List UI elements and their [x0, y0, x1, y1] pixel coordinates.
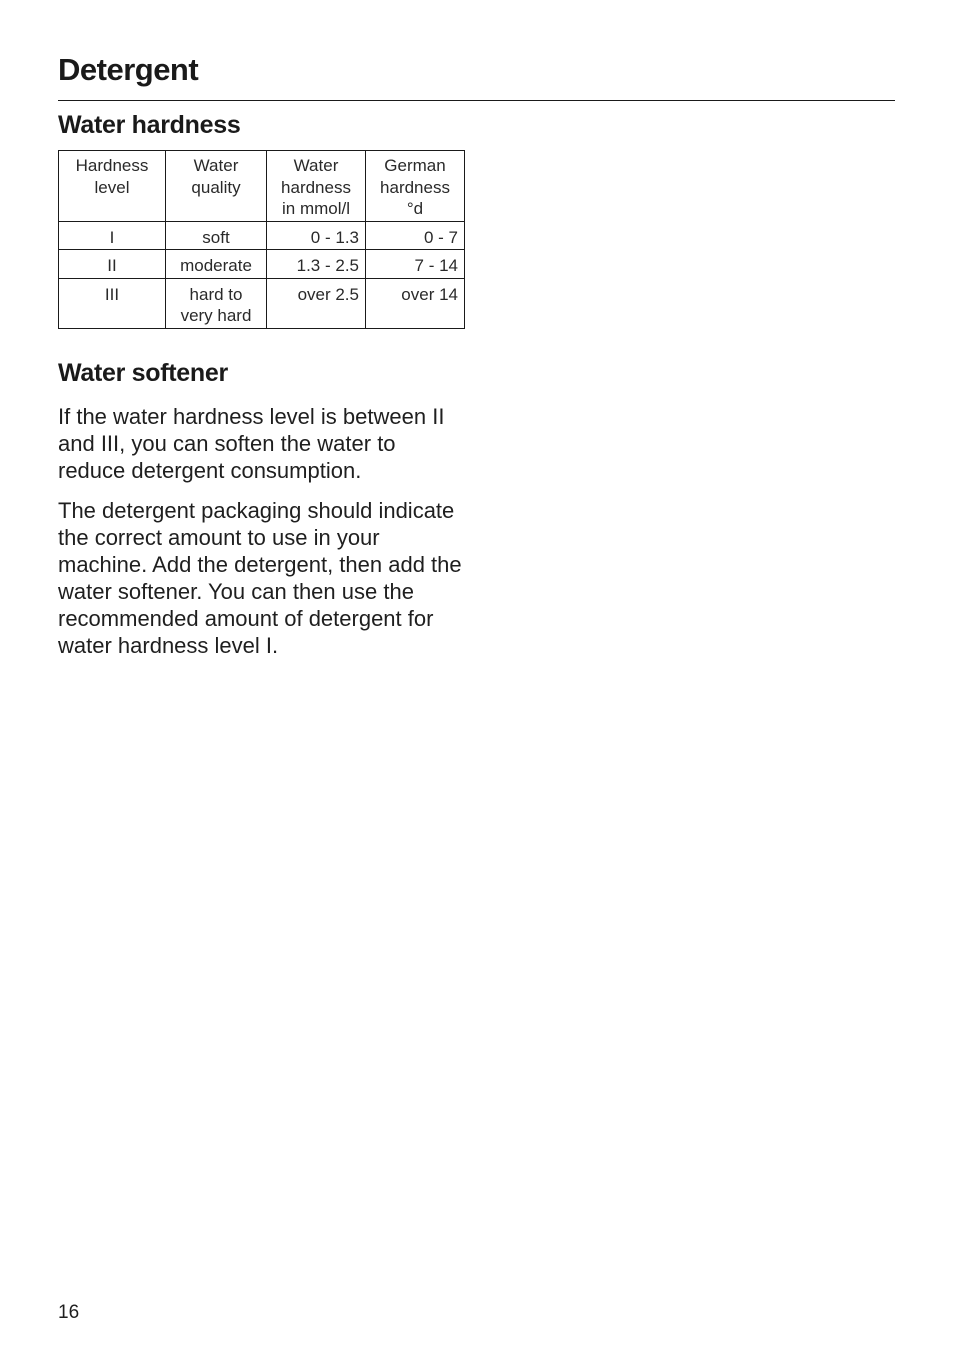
- page-title: Detergent: [58, 52, 199, 87]
- header-water-quality: [166, 151, 267, 222]
- cell-mmol: over 2.5: [267, 278, 366, 328]
- title-divider: [58, 100, 895, 101]
- header-line: hardness: [380, 177, 450, 197]
- table-row: [59, 278, 465, 328]
- page-number: 16: [58, 1302, 80, 1323]
- cell-mmol: 0 - 1.3: [267, 221, 366, 250]
- cell-german: 0 - 7: [366, 221, 465, 250]
- header-line: Water: [193, 156, 239, 175]
- cell-german: 7 - 14: [366, 250, 465, 279]
- section-heading-water-hardness: Water hardness: [58, 111, 241, 139]
- header-german-hardness: [366, 151, 465, 222]
- header-water-hardness-mmol: [267, 151, 366, 222]
- table-header-row: [59, 151, 465, 222]
- cell-mmol: 1.3 - 2.5: [267, 250, 366, 279]
- softener-paragraph-1: If the water hardness level is between II and III, you can soften the water to reduce detergent consumption.: [58, 404, 445, 483]
- cell-level: I: [59, 221, 166, 250]
- cell-level: II: [59, 250, 166, 279]
- header-line: quality: [191, 177, 241, 197]
- header-line: in mmol/l: [281, 199, 350, 218]
- cell-quality-line: very hard: [180, 306, 252, 325]
- cell-quality: [166, 278, 267, 328]
- cell-quality-line: soft: [202, 227, 230, 247]
- cell-quality-line: hard to: [189, 284, 243, 304]
- header-hardness-level: [59, 151, 166, 222]
- cell-german: over 14: [366, 278, 465, 328]
- table-row: [59, 250, 465, 279]
- softener-paragraph-2: The detergent packaging should indicate the correct amount to use in your machine. Add the detergent, then add the water softener. You can then use the recommended amount of detergent for water hardness level I.: [58, 498, 462, 658]
- header-line: °d: [406, 199, 424, 218]
- table-row: [59, 221, 465, 250]
- water-hardness-table: [58, 150, 465, 329]
- cell-quality-line: moderate: [180, 256, 252, 275]
- header-line: level: [94, 177, 130, 197]
- header-line: German: [384, 156, 446, 175]
- header-line: Water: [293, 156, 339, 175]
- header-line: hardness: [281, 177, 351, 197]
- cell-quality: [166, 221, 267, 250]
- cell-quality: [166, 250, 267, 279]
- section-heading-water-softener: Water softener: [58, 359, 228, 387]
- header-line: Hardness: [75, 156, 149, 175]
- cell-level: III: [59, 278, 166, 328]
